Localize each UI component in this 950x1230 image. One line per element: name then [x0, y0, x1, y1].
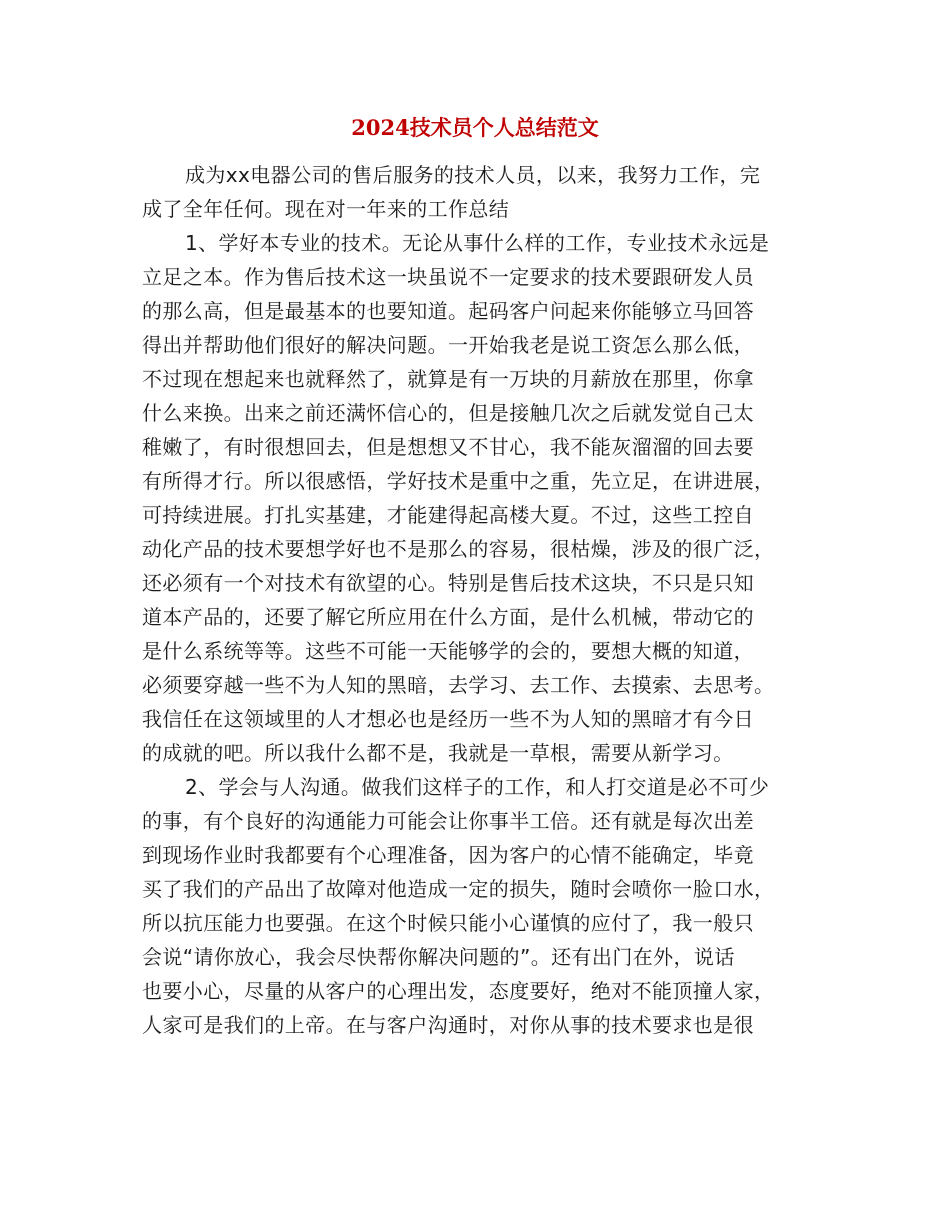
- paragraph-line: 2、学会与人沟通。做我们这样子的工作，和人打交道是必不可少: [185, 775, 770, 799]
- paragraph-line: 买了我们的产品出了故障对他造成一定的损失，随时会喷你一脸口水，: [142, 877, 775, 901]
- paragraph-line: 立足之本。作为售后技术这一块虽说不一定要求的技术要跟研发人员: [142, 265, 754, 289]
- paragraph-line: 1、学好本专业的技术。无论从事什么样的工作，专业技术永远是: [185, 231, 770, 255]
- paragraph-line: 成为xx电器公司的售后服务的技术人员，以来，我努力工作，完: [185, 163, 761, 187]
- paragraph-line: 到现场作业时我都要有个心理准备，因为客户的心情不能确定，毕竟: [142, 843, 754, 867]
- paragraph-line: 稚嫩了，有时很想回去，但是想想又不甘心，我不能灰溜溜的回去要: [142, 435, 754, 459]
- paragraph-line: 还必须有一个对技术有欲望的心。特别是售后技术这块，不只是只知: [142, 571, 754, 595]
- paragraph-line: 也要小心，尽量的从客户的心理出发，态度要好，绝对不能顶撞人家，: [142, 979, 775, 1003]
- paragraph-line: 成了全年任何。现在对一年来的工作总结: [142, 197, 510, 221]
- paragraph-line: 必须要穿越一些不为人知的黑暗，去学习、去工作、去摸索、去思考。: [142, 673, 775, 697]
- paragraph-line: 什么来换。出来之前还满怀信心的，但是接触几次之后就发觉自己太: [142, 401, 754, 425]
- paragraph-line: 人家可是我们的上帝。在与客户沟通时，对你从事的技术要求也是很: [142, 1013, 754, 1037]
- paragraph-line: 会说“请你放心，我会尽快帮你解决问题的”。还有出门在外，说话: [142, 945, 735, 969]
- paragraph-line: 的成就的吧。所以我什么都不是，我就是一草根，需要从新学习。: [142, 741, 734, 765]
- paragraph-line: 我信任在这领域里的人才想必也是经历一些不为人知的黑暗才有今日: [142, 707, 754, 731]
- paragraph-line: 的事，有个良好的沟通能力可能会让你事半工倍。还有就是每次出差: [142, 809, 754, 833]
- paragraph-line: 所以抗压能力也要强。在这个时候只能小心谨慎的应付了，我一般只: [142, 911, 754, 935]
- paragraph-line: 道本产品的，还要了解它所应用在什么方面，是什么机械，带动它的: [142, 605, 754, 629]
- paragraph-line: 不过现在想起来也就释然了，就算是有一万块的月薪放在那里，你拿: [142, 367, 754, 391]
- document-body: [142, 158, 812, 1042]
- paragraph-line: 的那么高，但是最基本的也要知道。起码客户问起来你能够立马回答: [142, 299, 754, 323]
- paragraph-line: 动化产品的技术要想学好也不是那么的容易，很枯燥，涉及的很广泛，: [142, 537, 775, 561]
- document-title: 2024技术员个人总结范文: [351, 115, 599, 140]
- paragraph-line: 得出并帮助他们很好的解决问题。一开始我老是说工资怎么那么低，: [142, 333, 754, 357]
- paragraph-line: 可持续进展。打扎实基建，才能建得起高楼大夏。不过，这些工控自: [142, 503, 754, 527]
- paragraph-line: 有所得才行。所以很感悟，学好技术是重中之重，先立足，在讲进展，: [142, 469, 775, 493]
- paragraph-line: 是什么系统等等。这些不可能一天能够学的会的，要想大概的知道，: [142, 639, 754, 663]
